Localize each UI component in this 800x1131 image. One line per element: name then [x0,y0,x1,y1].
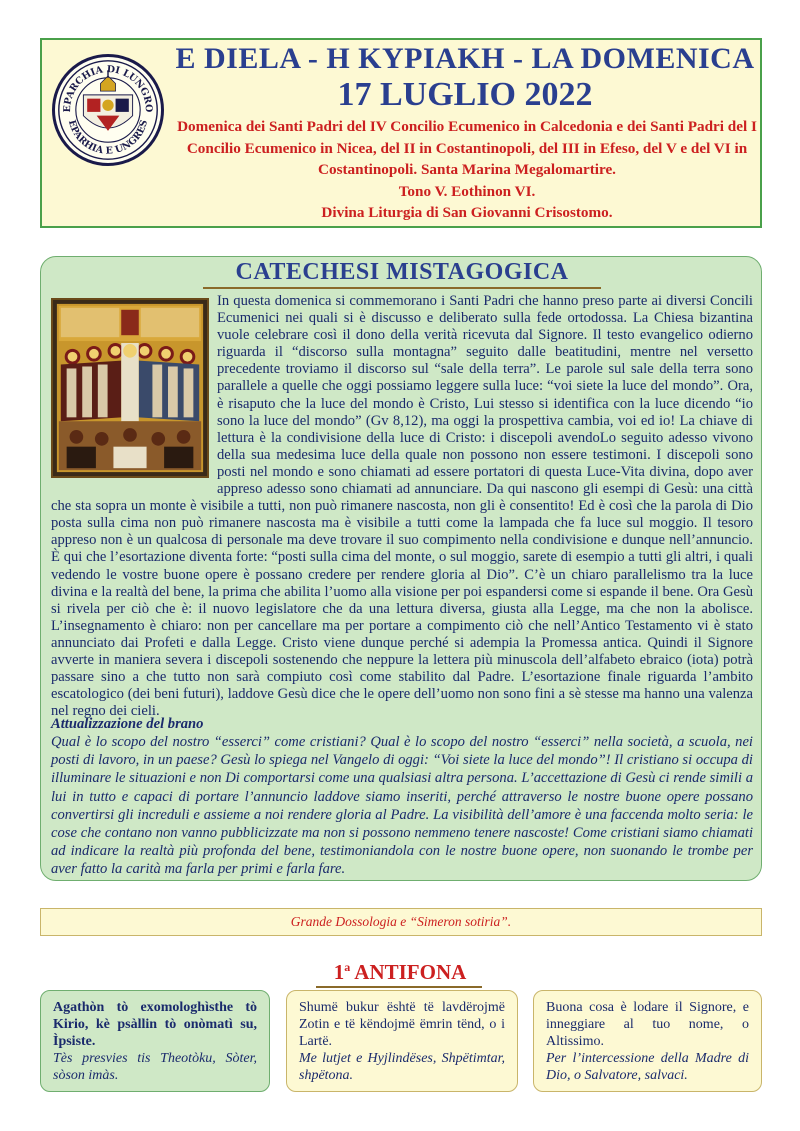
antifona-number: 1 [333,960,345,984]
subtitle-feast: Domenica dei Santi Padri del IV Concilio Ecumenico in Calcedonia e dei Santi Padri del I Concilio Ecumenico in Nicea, del II in Costantinopoli, del III in Efeso, del V e del VI in Costantinopoli. Santa Marina Megalomartire. [177,118,757,178]
page-title-days: E DIELA - Η ΚΥΡΙΑΚΗ - LA DOMENICA [175,42,755,75]
catechesis-title: CATECHESI MISTAGOGICA [235,259,569,285]
albanian-verse: Shumë bukur është të lavdërojmë Zotin e të këndojmë ëmrin tënd, o i Lartë. [299,1000,505,1049]
antifona-italian-box [533,990,762,1092]
italian-refrain: Per l’intercessione della Madre di Dio, o Salvatore, salvaci. [546,1051,749,1083]
seal-text-bottom: EPARHIA E UNGRES [65,118,151,157]
greek-verse: Agathòn tò exomologhìsthe tò Kirio, kè psàllin tò onòmatì su, Ìpsiste. [53,1000,257,1049]
catechesis-body: In questa domenica si commemorano i Santi Padri che hanno preso parte ai diversi Concili Ecumenici nei quali si è discusso e deliberato sulla fede ortodossa. La Chiesa bizantina vuole celebrare così il dono della verità ricevuta dal Signore. Il testo evangelico odierno riguarda il “discorso sulla montagna” seguito dalle beatitudini, mentre nel versetto precedente troviamo il discorso sul “sale della terra”. Le parole sul sale della terra sono parallele a quelle che oggi possiamo leggere sulla luce: “voi siete la luce del mondo”. Ora, è risaputo che la luce del mondo è Cristo, Lui stesso si identifica con la luce dicendo “io sono la luce del mondo” (Gv 8,12), ma oggi la prospettiva cambia, voi ed io! La chiave di lettura è la condivisione della luce di Cristo: i discepoli avendoLo seguito adesso vivono della sua medesima luce della quale non possono non essere testimoni. I discepoli sono posti nel mondo e sono chiamati ad essere portatori di questa Luce-Vita divina, dopo aver appreso adesso sono chiamati ad annunciare. Da qui nascono gli esempi di Gesù: una città che sta sopra un monte è visibile a tutti, non può rimanere nascosta, non gli è consentito! Ed è così che la parola di Dio posta sulla cima non può rimanere nascosta ma è visibile a tutti come la lampada che fa luce sul moggio. Il tesoro appreso non è un qualcosa di personale ma deve trovare il suo compimento nella condivisione e dunque nell’annuncio. È qui che l’esortazione diventa forte: “posti sulla cima del monte, o sul moggio, sarete di esempio a tutti gli altri, i quali vedendo le vostre buone opere è possano credere per rendere gloria al Dio”. C’è un chiaro parallelismo tra la luce divina e la realtà del bene, la prima che abilita l’uomo alla visione per poi espandersi come si espande il bene. Ora Gesù si rivela per ciò che è: il nuovo legislatore che da una lettura diversa, giusta alla Legge, ma che non la abolisce. L’insegnamento è chiaro: non per cancellare ma per portare a compimento ciò che nell’Antico Testamento vi è stato annunciato dai Profeti e dalla Legge. Cristo viene dunque perché si adempia la Promessa antica. Quindi il Signore avverte in maniera severa i discepoli sostenendo che neppure la lettera più minuscola dell’alfabeto ebraico (iota) potrà passare sino a che tutto non sarà compiuto così come stabilito dal Padre. L’esortazione finale riguarda l’ambito escatologico (dei beni futuri), laddove Gesù dice che le opere dell’uomo non sono fini a sè stesse ma hanno una valenza nel regno dei cieli. [51,293,753,720]
eparchy-seal-logo [52,54,164,166]
italian-verse: Buona cosa è lodare il Signore, e inneggiare al tuo nome, o Altissimo. [546,1000,749,1049]
antifona-title [0,960,800,985]
actualization-heading: Attualizzazione del brano [51,716,204,732]
header-panel [40,38,762,228]
antifona-ordinal: a [344,960,351,974]
albanian-refrain: Me lutjet e Hyjlindëses, Shpëtimtar, shpëtona. [299,1051,505,1083]
title-divider [203,287,601,289]
page-date: 17 LUGLIO 2022 [337,76,593,113]
antifona-divider [316,986,482,988]
header-subtitle [170,116,764,224]
antifona-label: ANTIFONA [354,960,467,984]
subtitle-tone: Tono V. Eothinon VI. [398,182,536,200]
antifona-greek-box [40,990,270,1092]
subtitle-liturgy: Divina Liturgia di San Giovanni Crisostomo. [321,204,613,221]
greek-refrain: Tès presvies tis Theotòku, Sòter, sòson imàs. [53,1051,257,1083]
dossology-bar: Grande Dossologia e “Simeron sotiria”. [40,908,762,936]
catechesis-panel [40,256,762,881]
council-fathers-icon-image [51,298,209,478]
antifona-albanian-box [286,990,518,1092]
seal-text-top: EPARCHIA DI LUNGRO [62,63,154,113]
actualization-body: Qual è lo scopo del nostro “esserci” come cristiani? Qual è lo scopo del nostro “esserci” nella società, a scuola, nei posti di lavoro, in un paese? Gesù lo spiega nel Vangelo di oggi: “Voi siete la luce del mondo”! Il cristiano si occupa di illuminare le situazioni e non Di comportarsi come una qualsiasi altra persona. L’accettazione di Gesù ci rende simili a lui in tutto e capaci di portare l’annuncio laddove siamo inseriti, perché attraverso le nostre buone opere possano convertirsi gli increduli e assieme a noi rendere gloria al Padre. La visibilità dell’amore è una faccenda molto seria: le cose che contano non vanno pubblicizzate ma non si possono nemmeno tenere nascoste! Come cristiani siamo chiamati ad indicare la realtà più profonda del bene, testimoniandola con le nostre buone opere, non suonando le trombe per aver fatto la carità ma farla per primi e farla fare. [51,734,753,878]
